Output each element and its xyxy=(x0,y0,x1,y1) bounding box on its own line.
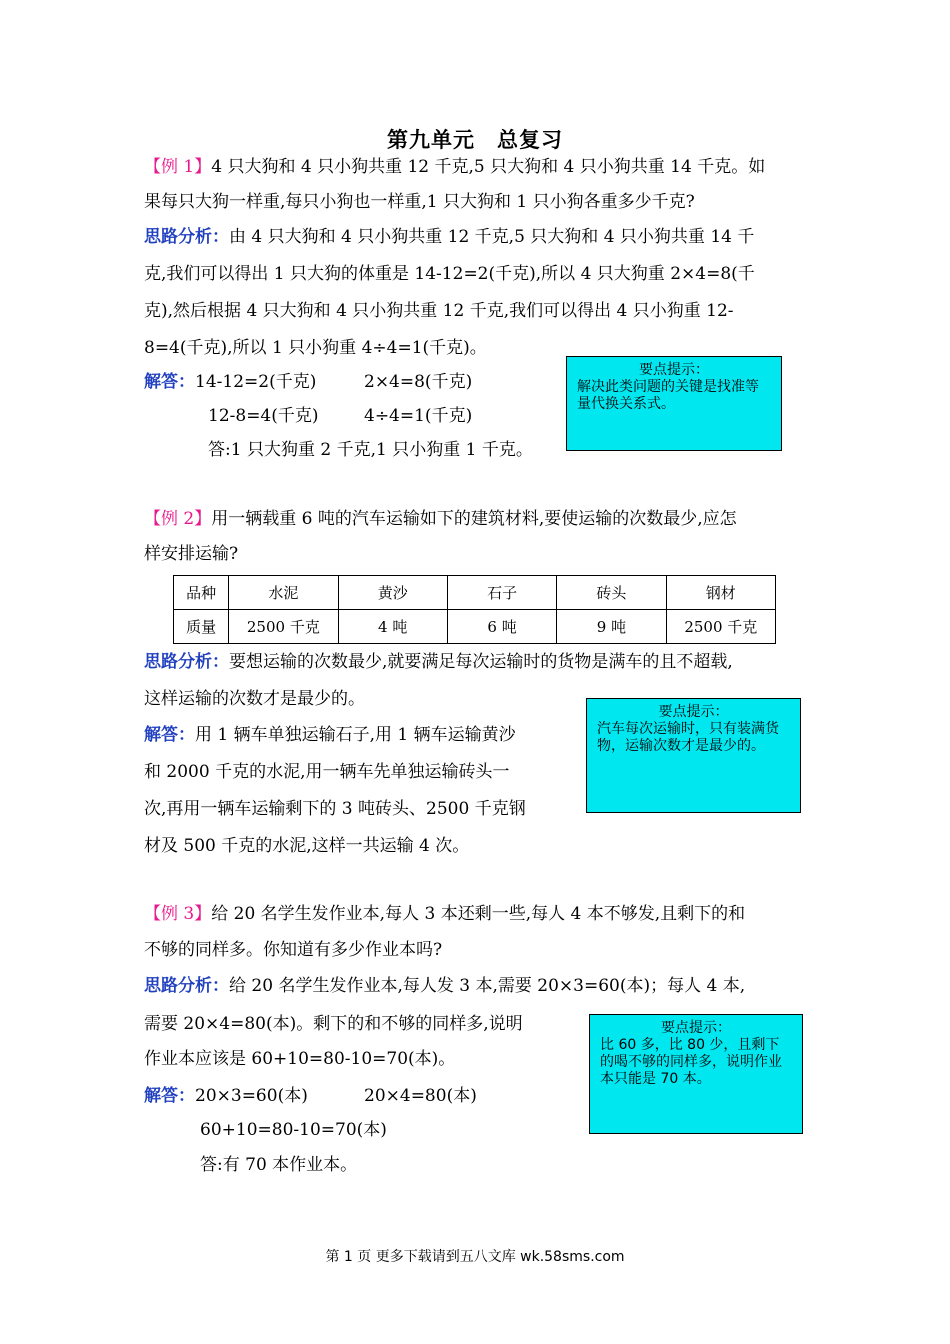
tip-body: 比 60 多，比 80 少，且剩下的喝不够的同样多，说明作业本只能是 70 本。 xyxy=(600,1037,782,1087)
table-cell: 钢材 xyxy=(666,576,775,610)
example2-answer-line4: 材及 500 千克的水泥,这样一共运输 4 次。 xyxy=(144,836,470,856)
materials-table xyxy=(173,575,776,644)
example2-answer-line1: 用 1 辆车单独运输石子,用 1 辆车运输黄沙 xyxy=(195,725,516,745)
example1-problem-line2: 果每只大狗一样重,每只小狗也一样重,1 只大狗和 1 只小狗各重多少千克? xyxy=(144,192,695,212)
example1-tip-box xyxy=(566,356,782,451)
example1-answer-line2b: 4÷4=1(千克) xyxy=(364,406,473,426)
example1-answer-line1a: 14-12=2(千克) xyxy=(195,372,317,392)
table-cell: 石子 xyxy=(447,576,556,610)
example3-analysis-line1: 给 20 名学生发作业本,每人发 3 本,需要 20×3=60(本)；每人 4 本, xyxy=(229,976,746,996)
table-cell: 9 吨 xyxy=(557,610,666,644)
table-cell: 2500 千克 xyxy=(229,610,338,644)
example2-analysis-label: 思路分析： xyxy=(144,652,229,672)
table-cell: 6 吨 xyxy=(447,610,556,644)
example1-analysis-line1: 由 4 只大狗和 4 只小狗共重 12 千克,5 只大狗和 4 只小狗共重 14 千 xyxy=(229,227,755,247)
table-cell: 品种 xyxy=(174,576,229,610)
example1-answer-line2a: 12-8=4(千克) xyxy=(208,406,319,426)
example2-analysis-line1: 要想运输的次数最少,就要满足每次运输时的货物是满车的且不超载, xyxy=(229,652,733,672)
example1-analysis-line4: 8=4(千克),所以 1 只小狗重 4÷4=1(千克)。 xyxy=(144,338,487,358)
tip-body: 解决此类问题的关键是找准等量代换关系式。 xyxy=(577,379,759,412)
page-footer: 第 1 页 更多下载请到五八文库 wk.58sms.com xyxy=(325,1249,625,1265)
example2-tag: 【例 2】 xyxy=(144,509,212,529)
table-cell: 水泥 xyxy=(229,576,338,610)
table-row xyxy=(174,610,776,644)
example3-answer-line2: 60+10=80-10=70(本) xyxy=(200,1120,387,1140)
table-cell: 质量 xyxy=(174,610,229,644)
example3-answer-line3: 答:有 70 本作业本。 xyxy=(200,1155,358,1175)
example1-analysis-line3: 克),然后根据 4 只大狗和 4 只小狗共重 12 千克,我们可以得出 4 只小狗重 12- xyxy=(144,301,734,321)
example3-analysis xyxy=(144,976,745,996)
example2-answer-line2: 和 2000 千克的水泥,用一辆车先单独运输砖头一 xyxy=(144,762,510,782)
example1-analysis-label: 思路分析： xyxy=(144,227,229,247)
example3-answer-label: 解答： xyxy=(144,1086,195,1106)
example3-tip-box xyxy=(589,1014,803,1134)
example2-answer xyxy=(144,725,516,745)
example1-tag: 【例 1】 xyxy=(144,157,212,177)
example1-answer-line3: 答:1 只大狗重 2 千克,1 只小狗重 1 千克。 xyxy=(208,440,533,460)
example1-answer-line1b: 2×4=8(千克) xyxy=(364,372,473,392)
table-cell: 砖头 xyxy=(557,576,666,610)
example3-problem xyxy=(144,904,745,924)
page-title: 第九单元 总复习 xyxy=(387,127,563,152)
example2-answer-line3: 次,再用一辆车运输剩下的 3 吨砖头、2500 千克钢 xyxy=(144,799,526,819)
tip-title: 要点提示： xyxy=(661,1020,731,1036)
table-cell: 4 吨 xyxy=(338,610,447,644)
example2-analysis xyxy=(144,652,733,672)
example3-answer-row1 xyxy=(144,1086,308,1106)
example1-analysis-line2: 克,我们可以得出 1 只大狗的体重是 14-12=2(千克),所以 4 只大狗重 2×4=8(千 xyxy=(144,264,755,284)
example2-problem xyxy=(144,509,737,529)
example2-analysis-line2: 这样运输的次数才是最少的。 xyxy=(144,689,365,709)
example1-problem-line1: 4 只大狗和 4 只小狗共重 12 千克,5 只大狗和 4 只小狗共重 14 千克。如 xyxy=(211,157,766,177)
example3-analysis-line3: 作业本应该是 60+10=80-10=70(本)。 xyxy=(144,1049,456,1069)
example3-answer-line1b: 20×4=80(本) xyxy=(364,1086,477,1106)
example3-tag: 【例 3】 xyxy=(144,904,212,924)
example2-answer-label: 解答： xyxy=(144,725,195,745)
table-cell: 2500 千克 xyxy=(666,610,775,644)
table-cell: 黄沙 xyxy=(338,576,447,610)
example3-analysis-line2: 需要 20×4=80(本)。剩下的和不够的同样多,说明 xyxy=(144,1014,523,1034)
example3-answer-line1a: 20×3=60(本) xyxy=(195,1086,308,1106)
example2-tip-box xyxy=(586,698,801,813)
example3-analysis-label: 思路分析： xyxy=(144,976,229,996)
example1-answer-label: 解答： xyxy=(144,372,195,392)
tip-title: 要点提示： xyxy=(639,362,709,378)
example2-problem-line1: 用一辆载重 6 吨的汽车运输如下的建筑材料,要使运输的次数最少,应怎 xyxy=(211,509,737,529)
example1-analysis xyxy=(144,227,754,247)
example2-problem-line2: 样安排运输? xyxy=(144,544,239,564)
example1-answer-row1 xyxy=(144,372,316,392)
example3-problem-line1: 给 20 名学生发作业本,每人 3 本还剩一些,每人 4 本不够发,且剩下的和 xyxy=(211,904,746,924)
tip-body: 汽车每次运输时，只有装满货物，运输次数才是最少的。 xyxy=(597,721,779,754)
table-row xyxy=(174,576,776,610)
example3-problem-line2: 不够的同样多。你知道有多少作业本吗? xyxy=(144,940,443,960)
example1-problem xyxy=(144,157,765,177)
tip-title: 要点提示： xyxy=(658,704,729,720)
